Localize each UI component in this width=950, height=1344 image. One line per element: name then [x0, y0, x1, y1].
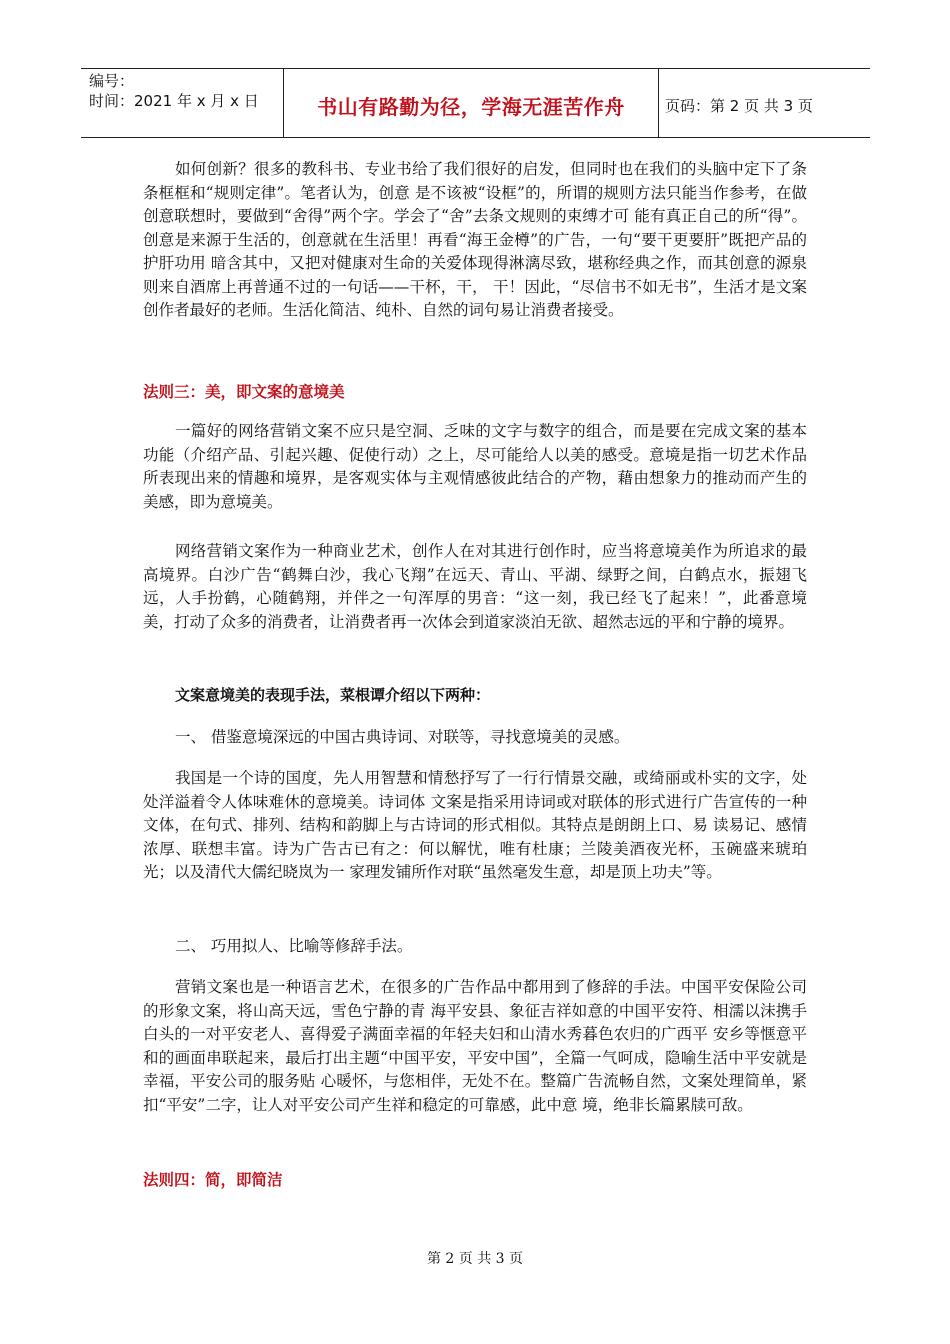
paragraph-rhetoric: 营销文案也是一种语言艺术，在很多的广告作品中都用到了修辞的手法。中国平安保险公司的形象文案，将山高天远，雪色宁静的青 海平安县、象征吉祥如意的中国平安符、相濡以沫携手白头的一对平安老人、喜得爱子满面幸福的年轻夫妇和山清水秀暮色农归的广西平 安乡等惬意平和的画面串联起来，最后打出主题“中国平安，平安中国”，全篇一气呵成，隐喻生活中平安就是幸福，平安公司的服务贴 心暖怀，与您相伴，无处不在。整篇广告流畅自然，文案处理简单，紧扣“平安”二字，让人对平安公司产生祥和稳定的可靠感，此中意 境，绝非长篇累牍可敌。: [143, 978, 807, 1114]
paragraph-artistic-beauty: 一篇好的网络营销文案不应只是空洞、乏味的文字与数字的组合，而是要在完成文案的基本功能（介绍产品、引起兴趣、促使行动）之上，尽可能给人以美的感受。意境是指一切艺术作品所表现出来的情趣和境界，是客观实体与主观情感彼此结合的产物，藉由想象力的推动而产生的美感，即为意境美。: [143, 422, 807, 511]
paragraph-poetry: 我国是一个诗的国度，先人用智慧和情愁抒写了一行行情景交融，或绮丽或朴实的文字，处处洋溢着令人体味难休的意境美。诗词体 文案是指采用诗词或对联体的形式进行广告宣传的一种文体，在句式、排列、结构和韵脚上与古诗词的形式相似。其特点是朗朗上口、易 读易记、感情浓厚、联想丰富。诗为广告古已有之：何以解忧，唯有杜康；兰陵美酒夜光杯，玉碗盛来琥珀光；以及清代大儒纪晓岚为一 家理发铺所作对联“虽然毫发生意，却是顶上功夫”等。: [143, 769, 807, 881]
header-page-cell: [659, 69, 870, 137]
header-motto-cell: [284, 69, 659, 137]
technique-item-one: 一、 借鉴意境深远的中国古典诗词、对联等，寻找意境美的灵感。: [175, 728, 630, 746]
paragraph-creativity: 如何创新？很多的教科书、专业书给了我们很好的启发，但同时也在我们的头脑中定下了条条框框和“规则定律”。笔者认为，创意 是不该被“设框”的，所谓的规则方法只能当作参考，在做创意联想时，要做到“舍得”两个字。学会了“舍”去条文规则的束缚才可 能有真正自己的所“得”。创意是来源于生活的，创意就在生活里！再看“海王金樽”的广告，一句“要干更要肝”既把产品的护肝功用 暗含其中，又把对健康对生命的关爱体现得淋漓尽致，堪称经典之作，而其创意的源泉则来自酒席上再普通不过的一句话——干杯，干， 干！因此，“尽信书不如无书”，生活才是文案创作者最好的老师。生活化简洁、纯朴、自然的词句易让消费者接受。: [143, 160, 807, 319]
header-meta-cell: [81, 69, 284, 137]
paragraph-baisha-ad: 网络营销文案作为一种商业艺术，创作人在对其进行创作时，应当将意境美作为所追求的最高境界。白沙广告“鹤舞白沙，我心飞翔”在远天、青山、平湖、绿野之间，白鹤点水，振翅飞远，人手扮鹤，心随鹤翔，并伴之一句浑厚的男音：“这一刻，我已经飞了起来！”，此番意境美，打动了众多的消费者，让消费者再一次体会到道家淡泊无欲、超然志远的平和宁静的境界。: [143, 542, 807, 631]
heading-rule-four: 法则四：简，即简洁: [143, 1171, 283, 1189]
document-header: [81, 68, 870, 138]
header-motto: 书山有路勤为径，学海无涯苦作舟: [317, 95, 625, 119]
document-date: 时间：2021 年 x 月 x 日: [89, 92, 259, 110]
subheading-techniques: 文案意境美的表现手法，菜根谭介绍以下两种：: [175, 686, 491, 704]
heading-rule-three: 法则三：美，即文案的意境美: [143, 383, 345, 401]
header-page-number: 页码：第 2 页 共 3 页: [665, 97, 813, 115]
footer-page-number: 第 2 页 共 3 页: [426, 1251, 524, 1267]
document-number: 编号：: [89, 72, 135, 90]
technique-item-two: 二、 巧用拟人、比喻等修辞手法。: [175, 937, 413, 955]
